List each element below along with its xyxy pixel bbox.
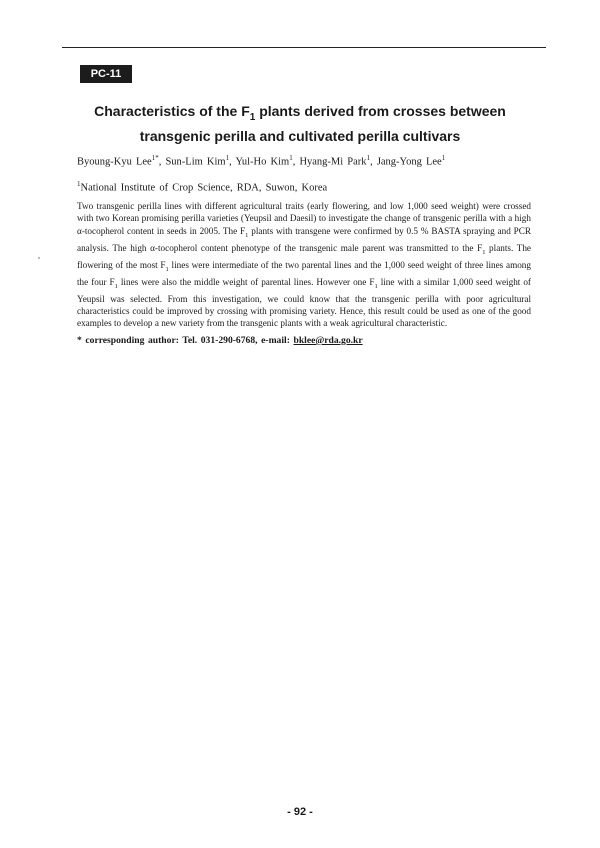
f1-subscript: 1 <box>114 282 118 290</box>
author-separator: , <box>158 156 166 168</box>
abstract <box>77 200 531 330</box>
affiliation-text: National Institute of Crop Science, RDA, Suwon, Korea <box>80 182 328 194</box>
author-affiliation-mark: 1 <box>366 154 371 162</box>
title-part2: plants derived from crosses between transgenic perilla and cultivated perilla cultivars <box>139 103 506 144</box>
author-affiliation-mark: 1 <box>441 154 446 162</box>
title-subscript: 1 <box>249 111 256 123</box>
corresponding-author <box>77 335 537 347</box>
f1-subscript: 1 <box>482 248 486 256</box>
top-rule <box>62 47 546 48</box>
abstract-text: plants. The flowering of the most F <box>77 242 531 270</box>
author-separator: , <box>229 156 236 168</box>
abstract-text: plants with transgene were confirmed by 0.5 % BASTA spraying and PCR analysis. The high α-tocopherol content phenotype of the transgenic male parent was transmitted to the F <box>77 225 532 253</box>
author-name: Byoung-Kyu Lee <box>77 156 152 168</box>
author-separator: , <box>370 156 377 168</box>
presentation-code-badge: PC-11 <box>80 65 132 83</box>
page-number: - 92 - <box>287 806 313 818</box>
abstract-text: Two transgenic perilla lines with different agricultural traits (early flowering, and low 1,000 seed weight) were crossed with two Korean promising perilla varieties (Yeupsil and Daesil) to investigate the change of transgenic perilla with a high α-tocopherol content in seeds in 2005. The F <box>77 201 531 236</box>
abstract-text: line with a similar 1,000 seed weight of Yeupsil was selected. From this investigation, we could know that the transgenic perilla with poor agricultural characteristics could be improved by crossing with promising variety. Hence, this result could be used as one of the good examples to develop a new variety from the transgenic plants with a weak agricultural characteristic. <box>77 276 531 329</box>
author-list <box>77 152 537 169</box>
f1-subscript: 1 <box>374 282 378 290</box>
email-link[interactable]: bklee@rda.go.kr <box>293 335 363 346</box>
author-affiliation-mark: 1 <box>225 154 230 162</box>
author-name: Sun-Lim Kim <box>165 156 226 168</box>
title-part1: Characteristics of the F <box>94 103 250 119</box>
author-affiliation-mark: 1* <box>151 154 159 162</box>
abstract-text: lines were intermediate of the two parental lines and the 1,000 seed weight of three lines among the four F <box>77 259 531 287</box>
author-separator: , <box>292 156 300 168</box>
f1-subscript: 1 <box>245 231 249 239</box>
abstract-text: lines were also the middle weight of parental lines. However one F <box>117 276 375 287</box>
scan-mark <box>38 257 40 259</box>
author-name: Hyang-Mi Park <box>299 156 367 168</box>
paper-title <box>70 102 530 145</box>
corresponding-label: * corresponding author: Tel. 031-290-6768, e-mail: <box>77 335 294 346</box>
f1-subscript: 1 <box>165 265 169 273</box>
affiliation-mark: 1 <box>77 180 81 188</box>
author-name: Yul-Ho Kim <box>235 156 290 168</box>
author-affiliation-mark: 1 <box>289 154 293 162</box>
author-name: Jang-Yong Lee <box>376 156 442 168</box>
affiliation <box>77 178 537 195</box>
